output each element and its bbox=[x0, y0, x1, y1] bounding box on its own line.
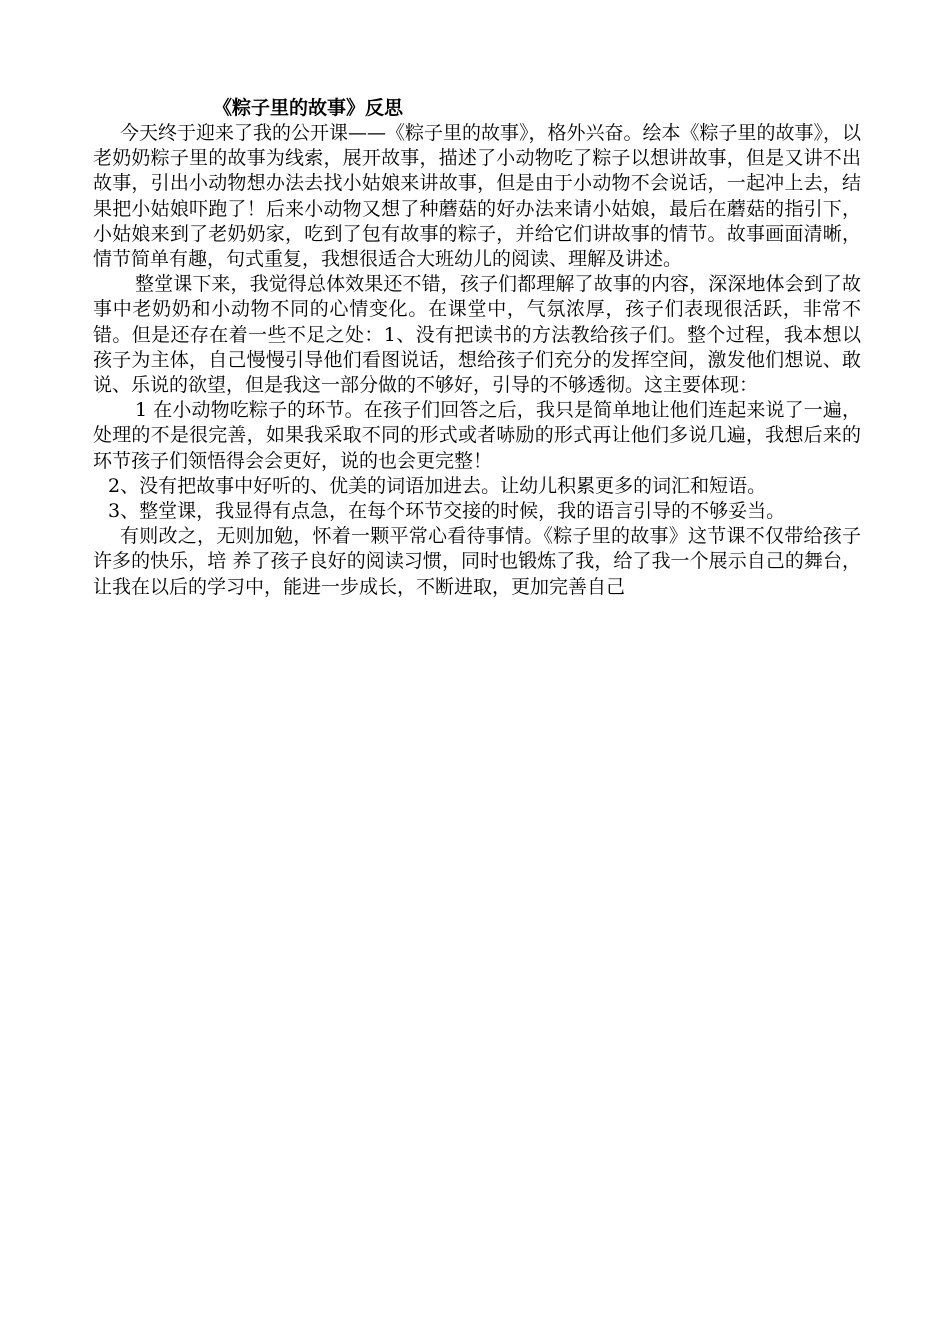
paragraph-point-2: 2、没有把故事中好听的、优美的词语加进去。让幼儿积累更多的词汇和短语。 bbox=[108, 474, 767, 497]
paragraph-point-1: 1 在小动物吃粽子的环节。在孩子们回答之后，我只是简单地让他们连起来说了一遍，处理的不是很完善，如果我采取不同的形式或者哧励的形式再让他们多说几遍，我想后来的环节孩子们领悟得会会更好，说的也会更完整！ bbox=[93, 399, 861, 472]
document-title: 《粽子里的故事》反思 bbox=[213, 97, 404, 119]
paragraph-intro: 今天终于迎来了我的公开课——《粽子里的故事》，格外兴奋。绘本《粽子里的故事》，以老奶奶粽子里的故事为线索，展开故事，描述了小动物吃了粽子以想讲故事，但是又讲不出故事，引出小动物想办法去找小姑娘来讲故事，但是由于小动物不会说话，一起冲上去，结果把小姑娘吓跑了！后来小动物又想了种蘑菇的好办法来请小姑娘，最后在蘑菇的指引下，小姑娘来到了老奶奶家，吃到了包有故事的粽子，并给它们讲故事的情节。故事画面清晰，情节简单有趣，句式重复，我想很适合大班幼儿的阅读、理解及讲述。 bbox=[93, 122, 862, 271]
paragraph-point-3: 3、整堂课，我显得有点急，在每个环节交接的时候，我的语言引导的不够妥当。 bbox=[108, 500, 786, 523]
document-body bbox=[93, 96, 861, 600]
paragraph-overall-effect: 整堂课下来，我觉得总体效果还不错，孩子们都理解了故事的内容，深深地体会到了故事中老奶奶和小动物不同的心情变化。在课堂中，气氛浓厚，孩子们表现很活跃，非常不错。但是还存在着一些不足之处：1、没有把读书的方法教给孩子们。整个过程，我本想以孩子为主体，自己慢慢引导他们看图说话，想给孩子们充分的发挥空间，激发他们想说、敢说、乐说的欲望，但是我这一部分做的不够好，引导的不够透彻。这主要体现： bbox=[93, 273, 861, 397]
paragraph-conclusion: 有则改之，无则加勉，怀着一颗平常心看待事情。《粽子里的故事》这节课不仅带给孩子许多的快乐，培 养了孩子良好的阅读习惯，同时也锻炼了我，给了我一个展示自己的舞台，让我在以后的学习中，能进一步成长，不断进取，更加完善自己 bbox=[93, 525, 861, 598]
